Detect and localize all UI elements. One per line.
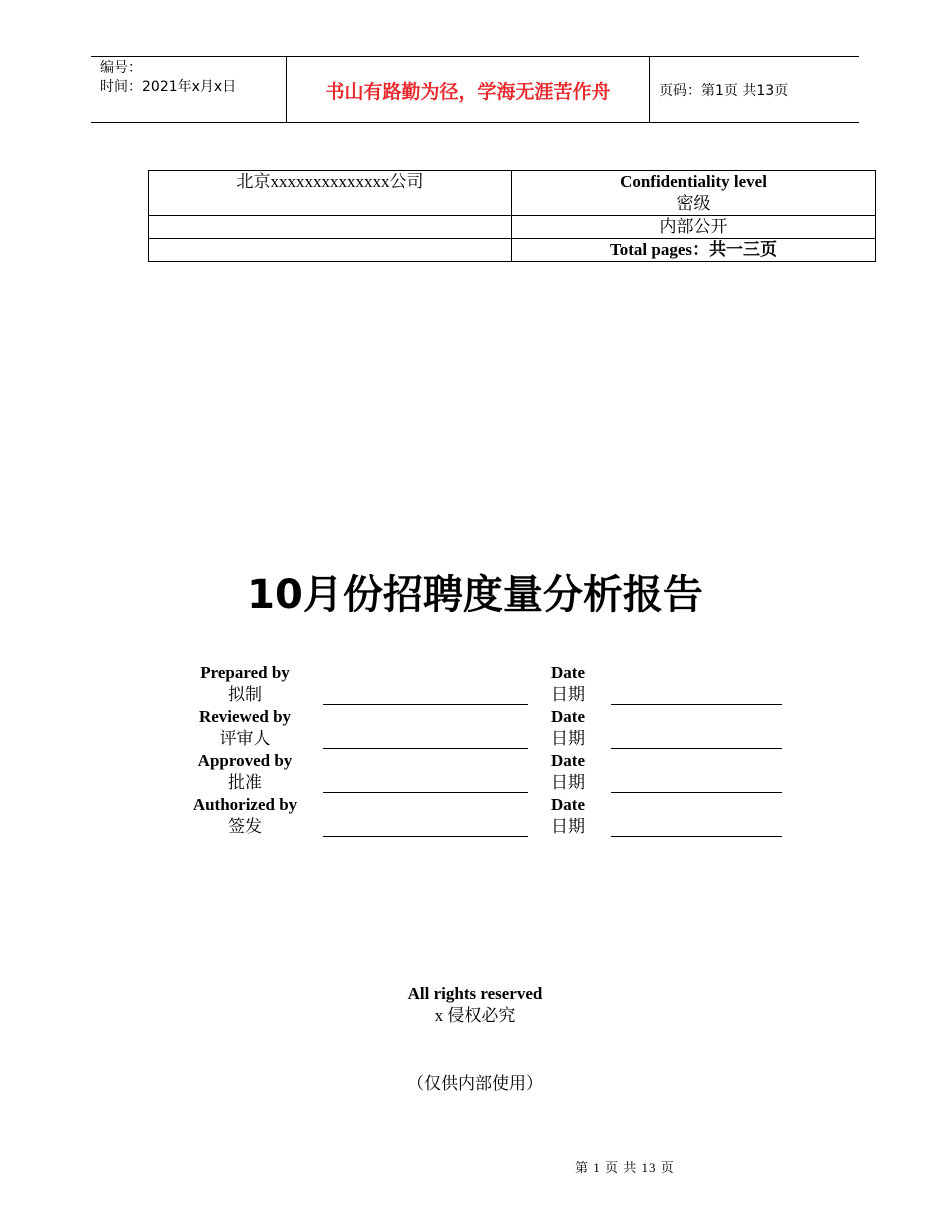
- table-row: [149, 171, 876, 216]
- empty-cell: [149, 239, 512, 262]
- approved-by-signature-line[interactable]: [323, 792, 528, 793]
- approved-by-label: [170, 750, 320, 794]
- rights-zh: x 侵权必究: [434, 1006, 516, 1025]
- approved-date-line[interactable]: [611, 792, 782, 793]
- header-time-label: 时间：2021年x月x日: [100, 79, 237, 95]
- prepared-by-label: [170, 662, 320, 706]
- date-label-en: Date: [551, 795, 585, 814]
- date-label-en: Date: [551, 663, 585, 682]
- date-label-en: Date: [551, 707, 585, 726]
- page-title: 10月份招聘度量分析报告: [247, 572, 703, 618]
- reviewed-by-en: Reviewed by: [198, 707, 292, 726]
- date-label-zh: 日期: [551, 729, 585, 748]
- reviewed-by-zh: 评审人: [219, 729, 271, 748]
- date-label-zh: 日期: [551, 773, 585, 792]
- company-name: 北京xxxxxxxxxxxxxx公司: [236, 172, 424, 191]
- authorized-by-en: Authorized by: [192, 795, 298, 814]
- authorized-date-line[interactable]: [611, 836, 782, 837]
- approved-by-en: Approved by: [197, 751, 293, 770]
- header-bottom-rule: [91, 122, 859, 123]
- date-label-en: Date: [551, 751, 585, 770]
- authorized-by-signature-line[interactable]: [323, 836, 528, 837]
- header-number-label: 编号：: [100, 60, 142, 76]
- prepared-by-en: Prepared by: [200, 663, 290, 682]
- header-page-info: 页码：第1页 共13页: [659, 83, 789, 99]
- approved-date-label: [551, 750, 585, 794]
- reviewed-date-label: [551, 706, 585, 750]
- header-top-rule: [91, 56, 859, 57]
- total-pages: Total pages：共一三页: [512, 239, 876, 262]
- authorized-by-label: [170, 794, 320, 838]
- confidentiality-value: 内部公开: [512, 216, 876, 239]
- rights-notice: [0, 983, 950, 1027]
- internal-use-note: （仅供内部使用）: [407, 1074, 543, 1093]
- confidentiality-label-zh: 密级: [676, 194, 711, 213]
- confidentiality-label-en: Confidentiality level: [620, 172, 767, 191]
- confidentiality-cell: [512, 171, 876, 216]
- prepared-date-label: [551, 662, 585, 706]
- prepared-by-zh: 拟制: [228, 685, 262, 704]
- date-label-zh: 日期: [551, 685, 585, 704]
- table-row: [149, 216, 876, 239]
- info-table: [148, 170, 876, 262]
- prepared-date-line[interactable]: [611, 704, 782, 705]
- empty-cell: [149, 216, 512, 239]
- prepared-by-signature-line[interactable]: [323, 704, 528, 705]
- header-meta: [100, 59, 236, 97]
- table-row: [149, 239, 876, 262]
- page-footer: 第 1 页 共 13 页: [575, 1160, 675, 1175]
- reviewed-by-label: [170, 706, 320, 750]
- company-cell: [149, 171, 512, 216]
- rights-en: All rights reserved: [407, 984, 543, 1003]
- header-divider-right: [649, 56, 650, 122]
- authorized-by-zh: 签发: [228, 817, 262, 836]
- reviewed-date-line[interactable]: [611, 748, 782, 749]
- date-label-zh: 日期: [551, 817, 585, 836]
- header-motto: 书山有路勤为径，学海无涯苦作舟: [325, 81, 611, 103]
- authorized-date-label: [551, 794, 585, 838]
- reviewed-by-signature-line[interactable]: [323, 748, 528, 749]
- approved-by-zh: 批准: [228, 773, 262, 792]
